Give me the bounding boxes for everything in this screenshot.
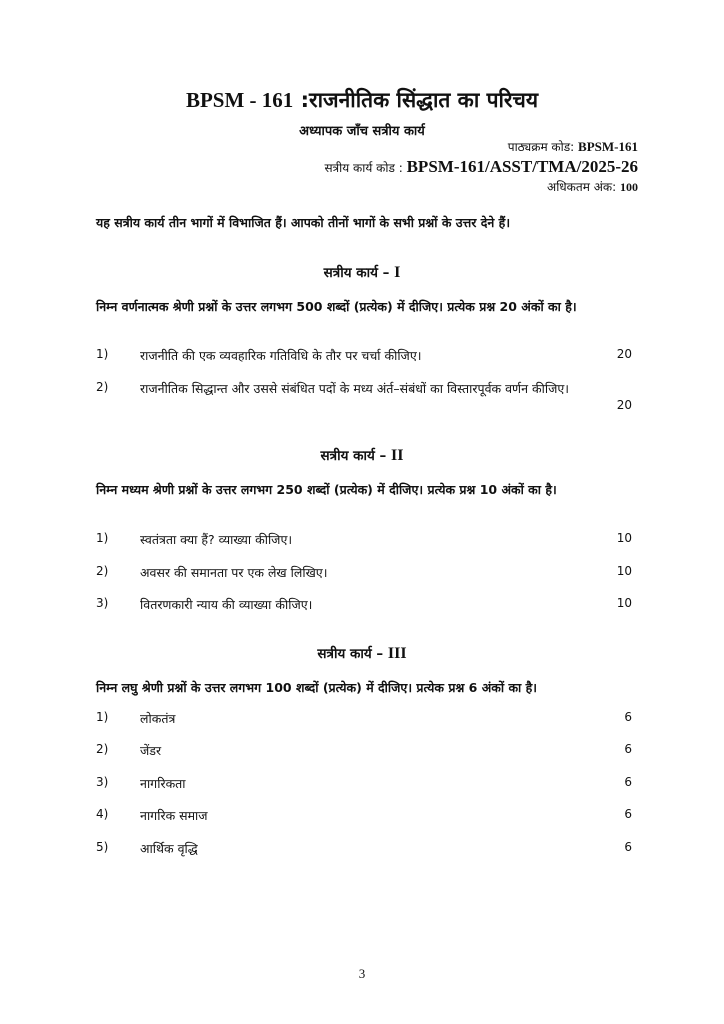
course-code-label: पाठ्यक्रम कोड:	[507, 140, 575, 154]
question-item	[96, 742, 642, 762]
section-heading-2	[0, 446, 724, 465]
question-marks: 10	[616, 531, 632, 545]
question-number: 1)	[96, 531, 109, 545]
course-code-line	[508, 138, 638, 155]
assignment-code-label: सत्रीय कार्य कोड :	[324, 161, 403, 175]
section-heading-number: III	[387, 645, 407, 662]
section-instruction-1: निम्न वर्णनात्मक श्रेणी प्रश्नों के उत्तर लगभग 500 शब्दों (प्रत्येक) में दीजिए। प्रत्येक प्रश्न 20 अंकों का है।	[96, 299, 577, 314]
question-number: 2)	[96, 564, 109, 578]
question-number: 5)	[96, 840, 109, 854]
question-number: 1)	[96, 710, 109, 724]
section-heading-text: सत्रीय कार्य –	[323, 265, 390, 281]
question-number: 3)	[96, 596, 109, 610]
section-heading-text: सत्रीय कार्य –	[317, 646, 384, 662]
title-separator: :	[300, 88, 309, 112]
question-marks: 10	[616, 564, 632, 578]
question-marks: 6	[624, 807, 632, 821]
question-text: नागरिक समाज	[140, 808, 208, 823]
question-item	[96, 347, 642, 367]
question-number: 1)	[96, 347, 109, 361]
section-instruction-3: निम्न लघु श्रेणी प्रश्नों के उत्तर लगभग 100 शब्दों (प्रत्येक) में दीजिए। प्रत्येक प्रश्न 6 अंकों का है।	[96, 680, 538, 695]
question-item	[96, 596, 642, 616]
course-code-heading: BPSM - 161	[185, 88, 294, 112]
question-number: 4)	[96, 807, 109, 821]
question-marks: 6	[624, 840, 632, 854]
section-heading-3	[0, 644, 724, 663]
max-marks-label: अधिकतम अंक:	[547, 180, 617, 194]
question-text: जेंडर	[140, 743, 162, 758]
document-title	[0, 86, 724, 114]
question-marks: 6	[624, 775, 632, 789]
question-number: 2)	[96, 742, 109, 756]
question-item	[96, 531, 642, 551]
question-item	[96, 380, 642, 412]
question-marks: 6	[624, 742, 632, 756]
question-text: राजनीतिक सिद्धान्त और उससे संबंधित पदों के मध्य अंर्त–संबंधों का विस्तारपूर्वक वर्णन कीजिए।	[140, 381, 569, 396]
section-instruction-2: निम्न मध्यम श्रेणी प्रश्नों के उत्तर लगभग 250 शब्दों (प्रत्येक) में दीजिए। प्रत्येक प्रश्न 10 अंकों का है।	[96, 482, 557, 497]
question-number: 3)	[96, 775, 109, 789]
intro-instruction: यह सत्रीय कार्य तीन भागों में विभाजित हैं। आपको तीनों भागों के सभी प्रश्नों के उत्तर देने हैं।	[96, 215, 511, 230]
question-marks: 20	[616, 347, 632, 361]
section-heading-text: सत्रीय कार्य –	[320, 448, 387, 464]
course-code-value: BPSM-161	[578, 139, 638, 154]
document-subtitle: अध्यापक जाँच सत्रीय कार्य	[299, 124, 425, 139]
question-text: राजनीति की एक व्यवहारिक गतिविधि के तौर पर चर्चा कीजिए।	[140, 348, 422, 363]
question-text: लोकतंत्र	[140, 711, 176, 726]
max-marks-value: 100	[620, 180, 638, 194]
course-title: राजनीतिक सिंद्धात का परिचय	[309, 88, 539, 112]
page-number: 3	[358, 966, 366, 981]
section-heading-number: I	[394, 264, 401, 281]
question-marks: 20	[616, 398, 632, 412]
assignment-code-line	[324, 157, 638, 177]
max-marks-line	[547, 178, 638, 195]
question-item	[96, 807, 642, 827]
question-text: नागरिकता	[140, 776, 186, 791]
question-item	[96, 564, 642, 584]
section-heading-number: II	[391, 447, 404, 464]
question-text: स्वतंत्रता क्या हैं? व्याख्या कीजिए।	[140, 532, 293, 547]
section-heading-1	[0, 263, 724, 282]
assignment-code-value: BPSM-161/ASST/TMA/2025-26	[406, 157, 638, 176]
question-number: 2)	[96, 380, 109, 394]
question-text: आर्थिक वृद्धि	[140, 841, 198, 856]
question-text: अवसर की समानता पर एक लेख लिखिए।	[140, 565, 328, 580]
question-marks: 6	[624, 710, 632, 724]
question-marks: 10	[616, 596, 632, 610]
question-item	[96, 710, 642, 730]
question-text: वितरणकारी न्याय की व्याख्या कीजिए।	[140, 597, 313, 612]
question-item	[96, 840, 642, 860]
question-item	[96, 775, 642, 795]
